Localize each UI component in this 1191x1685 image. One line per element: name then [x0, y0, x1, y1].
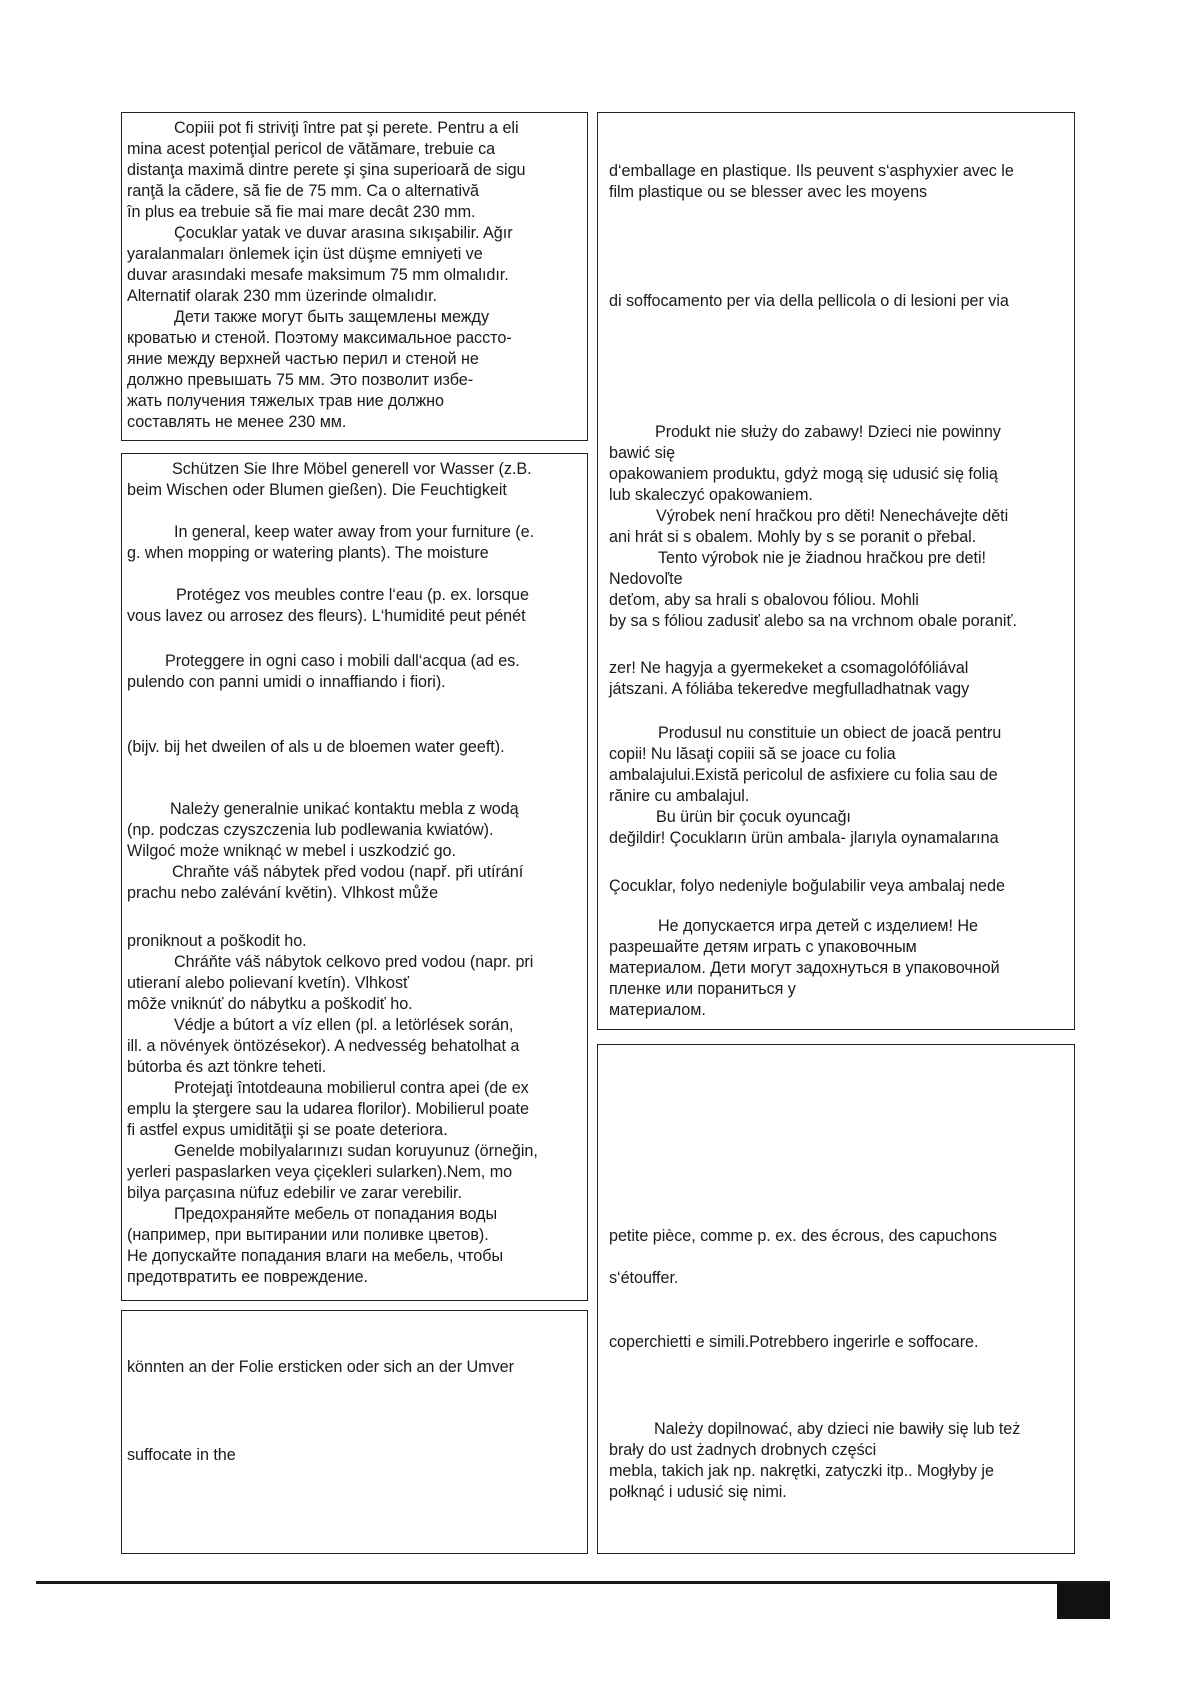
text-line: составлять не менее 230 мм. — [127, 413, 347, 431]
text-line: utieraní alebo polievaní kvetín). Vlhkosť — [127, 974, 410, 992]
text-line: (bijv. bij het dweilen of als u de bloemen water geeft). — [127, 738, 505, 756]
text-line: film plastique ou se blesser avec les moyens — [609, 183, 928, 201]
text-line: coperchietti e simili.Potrebbero ingerirle e soffocare. — [609, 1333, 979, 1351]
text-line: Należy dopilnować, aby dzieci nie bawiły się lub też — [654, 1420, 1021, 1438]
text-line: rănire cu ambalajul. — [609, 787, 750, 805]
text-line: Védje a bútort a víz ellen (pl. a letörlések során, — [174, 1016, 514, 1034]
text-line: fi astfel expus umidităţii şi se poate deteriora. — [127, 1121, 448, 1139]
text-line: Tento výrobok nie je žiadnou hračkou pre deti! — [658, 549, 986, 567]
text-line: mina acest potenţial pericol de vătămare, trebuie ca — [127, 140, 496, 158]
text-line: кроватью и стеной. Поэтому максимальное рассто- — [127, 329, 512, 347]
text-line: suffocate in the — [127, 1446, 236, 1464]
text-line: vous lavez ou arrosez des fleurs). L‘humidité peut pénét — [127, 607, 526, 625]
text-line: Chraňte váš nábytek před vodou (např. při utírání — [172, 863, 524, 881]
text-line: Protejaţi întotdeauna mobilierul contra apei (de ex — [174, 1079, 529, 1097]
text-line: deťom, aby sa hrali s obalovou fóliou. Mohli — [609, 591, 919, 609]
text-line: duvar arasındaki mesafe maksimum 75 mm olmalıdır. — [127, 266, 509, 284]
text-line: lub skaleczyć opakowaniem. — [609, 486, 813, 504]
text-line: mebla, takich jak np. nakrętki, zatyczki itp.. Mogłyby je — [609, 1462, 994, 1480]
text-line: In general, keep water away from your furniture (e. — [174, 523, 535, 541]
text-line: distanţa maximă dintre perete şi şina superioară de sigu — [127, 161, 526, 179]
text-line: könnten an der Folie ersticken oder sich an der Umver — [127, 1358, 514, 1376]
text-line: жать получения тяжелых трав ние должно — [127, 392, 445, 410]
text-line: prachu nebo zalévání květin). Vlhkost může — [127, 884, 439, 902]
text-line: Chráňte váš nábytok celkovo pred vodou (napr. pri — [174, 953, 534, 971]
text-line: połknąć i udusić się nimi. — [609, 1483, 787, 1501]
text-line: beim Wischen oder Blumen gießen). Die Feuchtigkeit — [127, 481, 507, 499]
text-line: s‘étouffer. — [609, 1269, 679, 1287]
text-line: petite pièce, comme p. ex. des écrous, des capuchons — [609, 1227, 997, 1245]
text-line: g. when mopping or watering plants). The moisture — [127, 544, 489, 562]
text-line: di soffocamento per via della pellicola o di lesioni per via — [609, 292, 1009, 310]
text-line: yaralanmaları önlemek için üst düşme emniyeti ve — [127, 245, 483, 263]
text-line: Protégez vos meubles contre l‘eau (p. ex. lorsque — [176, 586, 529, 604]
text-line: değildir! Çocukların ürün ambala- jlarıyla oynamalarına — [609, 829, 999, 847]
text-line: d‘emballage en plastique. Ils peuvent s‘asphyxier avec le — [609, 162, 1014, 180]
text-line: Proteggere in ogni caso i mobili dall‘acqua (ad es. — [165, 652, 520, 670]
water-notice-box — [121, 453, 588, 1301]
text-line: brały do ust żadnych drobnych części — [609, 1441, 877, 1459]
text-line: bútorba és azt tönkre teheti. — [127, 1058, 327, 1076]
text-line: (np. podczas czyszczenia lub podlewania kwiatów). — [127, 821, 494, 839]
text-line: ani hrát si s obalem. Mohly by s se poranit o přebal. — [609, 528, 977, 546]
text-line: Не допускайте попадания влаги на мебель, чтобы — [127, 1247, 504, 1265]
text-line: Çocuklar, folyo nedeniyle boğulabilir veya ambalaj nede — [609, 877, 1005, 895]
text-line: Не допускается игра детей с изделием! Не — [658, 917, 978, 935]
text-line: разрешайте детям играть с упаковочным — [609, 938, 917, 956]
text-line: Wilgoć może wniknąć w mebel i uszkodzić go. — [127, 842, 456, 860]
footer-rule — [36, 1581, 1110, 1584]
text-line: emplu la ştergere sau la udarea florilor). Mobilierul poate — [127, 1100, 529, 1118]
text-line: Produsul nu constituie un obiect de joacă pentru — [658, 724, 1002, 742]
text-line: zer! Ne hagyja a gyermekeket a csomagolófóliával — [609, 659, 969, 677]
text-line: материалом. Дети могут задохнуться в упаковочной — [609, 959, 1000, 977]
text-line: ill. a növények öntözésekor). A nedvesség behatolhat a — [127, 1037, 520, 1055]
text-line: bawić się — [609, 444, 676, 462]
text-line: Należy generalnie unikać kontaktu mebla z wodą — [170, 800, 519, 818]
text-line: предотвратить ее повреждение. — [127, 1268, 368, 1286]
text-line: должно превышать 75 мм. Это позволит избе- — [127, 371, 474, 389]
packaging-warning-box — [597, 112, 1075, 1030]
text-line: môže vniknúť do nábytku a poškodiť ho. — [127, 995, 413, 1013]
text-line: copii! Nu lăsaţi copiii să se joace cu folia — [609, 745, 896, 763]
text-line: pulendo con panni umidi o innaffiando i fiori). — [127, 673, 446, 691]
text-line: Çocuklar yatak ve duvar arasına sıkışabilir. Ağır — [174, 224, 513, 242]
text-line: Nedovoľte — [609, 570, 683, 588]
text-line: Schützen Sie Ihre Möbel generell vor Wasser (z.B. — [172, 460, 532, 478]
text-line: ranţă la cădere, să fie de 75 mm. Ca o alternativă — [127, 182, 480, 200]
text-line: Výrobek není hračkou pro děti! Nenechávejte děti — [656, 507, 1009, 525]
text-line: by sa s fóliou zadusiť alebo sa na vrchnom obale poraniť. — [609, 612, 1017, 630]
text-line: bilya parçasına nüfuz edebilir ve zarar verebilir. — [127, 1184, 462, 1202]
gap-warning-box — [121, 112, 588, 441]
packaging-warning-box-left — [121, 1310, 588, 1554]
text-line: opakowaniem produktu, gdyż mogą się udusić się folią — [609, 465, 998, 483]
text-line: Produkt nie służy do zabawy! Dzieci nie powinny — [655, 423, 1001, 441]
text-line: yerleri paspaslarken veya çiçekleri sularken).Nem, mo — [127, 1163, 513, 1181]
text-line: ambalajului.Există pericolul de asfixiere cu folia sau de — [609, 766, 998, 784]
text-line: proniknout a poškodit ho. — [127, 932, 307, 950]
text-line: пленке или пораниться у — [609, 980, 796, 998]
text-line: Genelde mobilyalarınızı sudan koruyunuz (örneğin, — [174, 1142, 538, 1160]
text-line: în plus ea trebuie să fie mai mare decât 230 mm. — [127, 203, 476, 221]
page-number-tab — [1057, 1583, 1110, 1619]
small-parts-warning-box — [597, 1044, 1075, 1554]
text-line: Copiii pot fi striviţi între pat şi perete. Pentru a eli — [174, 119, 519, 137]
text-line: (например, при вытирании или поливке цветов). — [127, 1226, 489, 1244]
text-line: Bu ürün bir çocuk oyuncağı — [656, 808, 851, 826]
text-line: játszani. A fóliába tekeredve megfulladhatnak vagy — [609, 680, 970, 698]
text-line: Alternatif olarak 230 mm üzerinde olmalıdır. — [127, 287, 438, 305]
text-line: Дети также могут быть защемлены между — [174, 308, 489, 326]
text-line: Предохраняйте мебель от попадания воды — [174, 1205, 498, 1223]
text-line: материалом. — [609, 1001, 706, 1019]
text-line: яние между верхней частью перил и стеной не — [127, 350, 479, 368]
